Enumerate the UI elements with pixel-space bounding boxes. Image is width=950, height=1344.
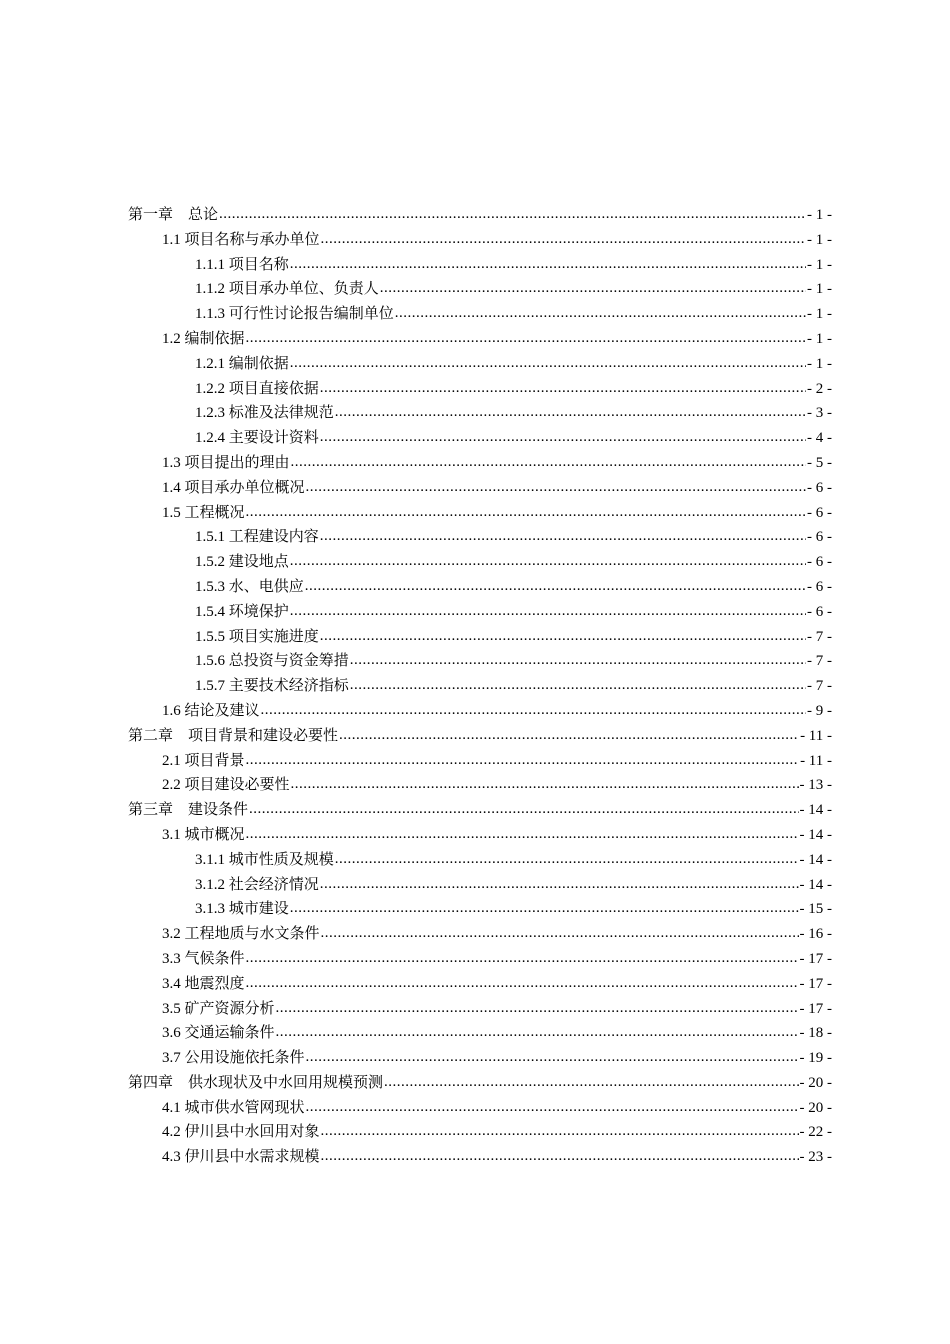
toc-entry-title: 1.1.1 项目名称 xyxy=(195,256,289,273)
toc-entry-title: 1.1.2 项目承办单位、负责人 xyxy=(195,281,379,298)
toc-dot-leader xyxy=(306,475,806,500)
toc-entry[interactable] xyxy=(128,1021,832,1046)
toc-entry-page-number: - 1 - xyxy=(807,355,832,372)
toc-dot-leader xyxy=(246,946,799,971)
toc-entry-page-number: - 6 - xyxy=(807,504,832,521)
toc-entry-page-number: - 17 - xyxy=(799,1000,832,1017)
toc-entry[interactable] xyxy=(128,897,832,922)
toc-entry-page-number: - 6 - xyxy=(807,554,832,571)
toc-entry-page-number: - 20 - xyxy=(799,1074,832,1091)
toc-entry[interactable] xyxy=(128,1120,832,1145)
toc-entry-page-number: - 14 - xyxy=(799,851,832,868)
toc-entry-page-number: - 11 - xyxy=(800,727,832,744)
toc-entry-title: 1.6 结论及建议 xyxy=(162,702,260,719)
toc-entry-title: 2.2 项目建设必要性 xyxy=(162,777,290,794)
toc-entry-page-number: - 1 - xyxy=(807,231,832,248)
table-of-contents xyxy=(128,203,832,1170)
toc-entry-page-number: - 20 - xyxy=(799,1099,832,1116)
toc-entry-title: 1.4 项目承办单位概况 xyxy=(162,479,305,496)
toc-entry[interactable] xyxy=(128,501,832,526)
toc-entry-title: 第四章 供水现状及中水回用规模预测 xyxy=(128,1074,384,1091)
toc-dot-leader xyxy=(380,276,806,301)
toc-entry-title: 1.5.4 环境保护 xyxy=(195,603,289,620)
toc-dot-leader xyxy=(320,425,806,450)
toc-entry-page-number: - 13 - xyxy=(799,777,832,794)
toc-entry-title: 3.4 地震烈度 xyxy=(162,975,245,992)
toc-entry-title: 4.3 伊川县中水需求规模 xyxy=(162,1149,320,1166)
toc-entry-page-number: - 6 - xyxy=(807,479,832,496)
toc-dot-leader xyxy=(261,698,806,723)
toc-dot-leader xyxy=(246,971,799,996)
toc-entry[interactable] xyxy=(128,327,832,352)
toc-entry[interactable] xyxy=(128,922,832,947)
toc-entry[interactable] xyxy=(128,228,832,253)
toc-entry[interactable] xyxy=(128,798,832,823)
toc-entry-page-number: - 1 - xyxy=(807,306,832,323)
toc-entry[interactable] xyxy=(128,277,832,302)
toc-dot-leader xyxy=(291,772,799,797)
toc-dot-leader xyxy=(246,822,799,847)
toc-dot-leader xyxy=(276,996,799,1021)
toc-entry[interactable] xyxy=(128,674,832,699)
toc-dot-leader xyxy=(320,872,799,897)
toc-dot-leader xyxy=(246,500,806,525)
toc-entry-page-number: - 18 - xyxy=(799,1025,832,1042)
toc-entry-title: 1.5 工程概况 xyxy=(162,504,245,521)
toc-dot-leader xyxy=(320,624,806,649)
toc-entry-title: 1.1 项目名称与承办单位 xyxy=(162,231,320,248)
toc-entry-title: 1.2 编制依据 xyxy=(162,330,245,347)
toc-entry-title: 第三章 建设条件 xyxy=(128,802,249,819)
toc-entry[interactable] xyxy=(128,525,832,550)
toc-entry-title: 1.2.1 编制依据 xyxy=(195,355,289,372)
toc-entry[interactable] xyxy=(128,203,832,228)
toc-entry-title: 1.3 项目提出的理由 xyxy=(162,454,290,471)
toc-dot-leader xyxy=(321,1119,799,1144)
toc-entry-page-number: - 23 - xyxy=(799,1149,832,1166)
toc-entry[interactable] xyxy=(128,476,832,501)
toc-entry-page-number: - 1 - xyxy=(807,256,832,273)
toc-entry-title: 1.5.1 工程建设内容 xyxy=(195,529,319,546)
toc-entry[interactable] xyxy=(128,1046,832,1071)
toc-entry-page-number: - 11 - xyxy=(800,752,832,769)
toc-entry[interactable] xyxy=(128,823,832,848)
toc-dot-leader xyxy=(246,748,800,773)
toc-dot-leader xyxy=(249,797,798,822)
toc-entry[interactable] xyxy=(128,1096,832,1121)
toc-entry-title: 3.1.3 城市建设 xyxy=(195,901,289,918)
toc-entry-title: 第一章 总论 xyxy=(128,207,219,223)
toc-entry-title: 4.1 城市供水管网现状 xyxy=(162,1099,305,1116)
toc-dot-leader xyxy=(350,648,806,673)
toc-dot-leader xyxy=(339,723,799,748)
toc-entry-title: 1.5.3 水、电供应 xyxy=(195,578,304,595)
toc-dot-leader xyxy=(290,896,799,921)
toc-dot-leader xyxy=(384,1070,798,1095)
toc-entry-title: 3.6 交通运输条件 xyxy=(162,1025,275,1042)
toc-entry-title: 1.2.2 项目直接依据 xyxy=(195,380,319,397)
toc-entry-title: 3.1 城市概况 xyxy=(162,826,245,843)
toc-entry-page-number: - 16 - xyxy=(799,926,832,943)
toc-dot-leader xyxy=(219,202,806,227)
toc-entry-title: 4.2 伊川县中水回用对象 xyxy=(162,1124,320,1141)
toc-dot-leader xyxy=(246,326,806,351)
toc-entry-page-number: - 6 - xyxy=(807,578,832,595)
toc-entry-page-number: - 5 - xyxy=(807,454,832,471)
toc-entry-title: 1.5.2 建设地点 xyxy=(195,554,289,571)
toc-dot-leader xyxy=(335,847,799,872)
toc-entry-title: 1.2.4 主要设计资料 xyxy=(195,430,319,447)
toc-entry-page-number: - 2 - xyxy=(807,380,832,397)
toc-entry-title: 3.1.1 城市性质及规模 xyxy=(195,851,334,868)
toc-entry[interactable] xyxy=(128,997,832,1022)
toc-entry-page-number: - 3 - xyxy=(807,405,832,422)
toc-entry-title: 1.5.5 项目实施进度 xyxy=(195,628,319,645)
toc-entry[interactable] xyxy=(128,352,832,377)
toc-entry[interactable] xyxy=(128,1145,832,1170)
toc-entry-title: 3.7 公用设施依托条件 xyxy=(162,1050,305,1067)
toc-entry[interactable] xyxy=(128,600,832,625)
toc-dot-leader xyxy=(291,450,806,475)
toc-entry-page-number: - 14 - xyxy=(799,826,832,843)
toc-dot-leader xyxy=(290,549,806,574)
toc-entry-title: 3.3 气候条件 xyxy=(162,950,245,967)
toc-entry[interactable] xyxy=(128,625,832,650)
toc-dot-leader xyxy=(306,1095,799,1120)
toc-dot-leader xyxy=(321,227,806,252)
toc-entry[interactable] xyxy=(128,575,832,600)
toc-entry-page-number: - 14 - xyxy=(799,802,832,819)
toc-entry[interactable] xyxy=(128,699,832,724)
toc-dot-leader xyxy=(395,301,806,326)
toc-entry-title: 2.1 项目背景 xyxy=(162,752,245,769)
toc-entry-page-number: - 17 - xyxy=(799,950,832,967)
toc-entry-title: 1.5.6 总投资与资金筹措 xyxy=(195,653,349,670)
toc-entry-page-number: - 6 - xyxy=(807,529,832,546)
toc-entry[interactable] xyxy=(128,873,832,898)
toc-entry-title: 1.2.3 标准及法律规范 xyxy=(195,405,334,422)
toc-entry-page-number: - 1 - xyxy=(807,207,832,223)
toc-dot-leader xyxy=(335,400,806,425)
toc-entry[interactable] xyxy=(128,724,832,749)
toc-entry-title: 1.5.7 主要技术经济指标 xyxy=(195,678,349,695)
toc-dot-leader xyxy=(306,1045,799,1070)
toc-entry[interactable] xyxy=(128,253,832,278)
toc-dot-leader xyxy=(321,1144,799,1169)
toc-entry-page-number: - 9 - xyxy=(807,702,832,719)
toc-dot-leader xyxy=(321,921,799,946)
toc-entry-page-number: - 17 - xyxy=(799,975,832,992)
toc-entry[interactable] xyxy=(128,1071,832,1096)
toc-entry[interactable] xyxy=(128,649,832,674)
toc-entry-page-number: - 14 - xyxy=(799,876,832,893)
toc-entry-title: 第二章 项目背景和建设必要性 xyxy=(128,727,339,744)
toc-entry-page-number: - 22 - xyxy=(799,1124,832,1141)
toc-entry-title: 3.1.2 社会经济情况 xyxy=(195,876,319,893)
toc-entry[interactable] xyxy=(128,749,832,774)
toc-entry[interactable] xyxy=(128,426,832,451)
toc-entry-page-number: - 15 - xyxy=(799,901,832,918)
toc-dot-leader xyxy=(305,574,806,599)
toc-dot-leader xyxy=(350,673,806,698)
toc-entry[interactable] xyxy=(128,773,832,798)
toc-entry[interactable] xyxy=(128,302,832,327)
toc-entry-title: 1.1.3 可行性讨论报告编制单位 xyxy=(195,306,394,323)
toc-entry[interactable] xyxy=(128,947,832,972)
toc-dot-leader xyxy=(276,1020,799,1045)
toc-entry-title: 3.5 矿产资源分析 xyxy=(162,1000,275,1017)
toc-entry-page-number: - 1 - xyxy=(807,281,832,298)
toc-entry-page-number: - 7 - xyxy=(807,628,832,645)
toc-entry-page-number: - 7 - xyxy=(807,653,832,670)
toc-entry-page-number: - 1 - xyxy=(807,330,832,347)
toc-entry[interactable] xyxy=(128,451,832,476)
toc-entry[interactable] xyxy=(128,377,832,402)
toc-entry-page-number: - 19 - xyxy=(799,1050,832,1067)
toc-entry-page-number: - 4 - xyxy=(807,430,832,447)
toc-entry[interactable] xyxy=(128,550,832,575)
toc-entry[interactable] xyxy=(128,401,832,426)
toc-dot-leader xyxy=(320,524,806,549)
toc-entry-page-number: - 7 - xyxy=(807,678,832,695)
toc-dot-leader xyxy=(290,351,806,376)
toc-entry-title: 3.2 工程地质与水文条件 xyxy=(162,926,320,943)
toc-entry-page-number: - 6 - xyxy=(807,603,832,620)
toc-dot-leader xyxy=(290,252,806,277)
toc-entry[interactable] xyxy=(128,848,832,873)
toc-dot-leader xyxy=(290,599,806,624)
toc-entry[interactable] xyxy=(128,972,832,997)
toc-dot-leader xyxy=(320,376,806,401)
